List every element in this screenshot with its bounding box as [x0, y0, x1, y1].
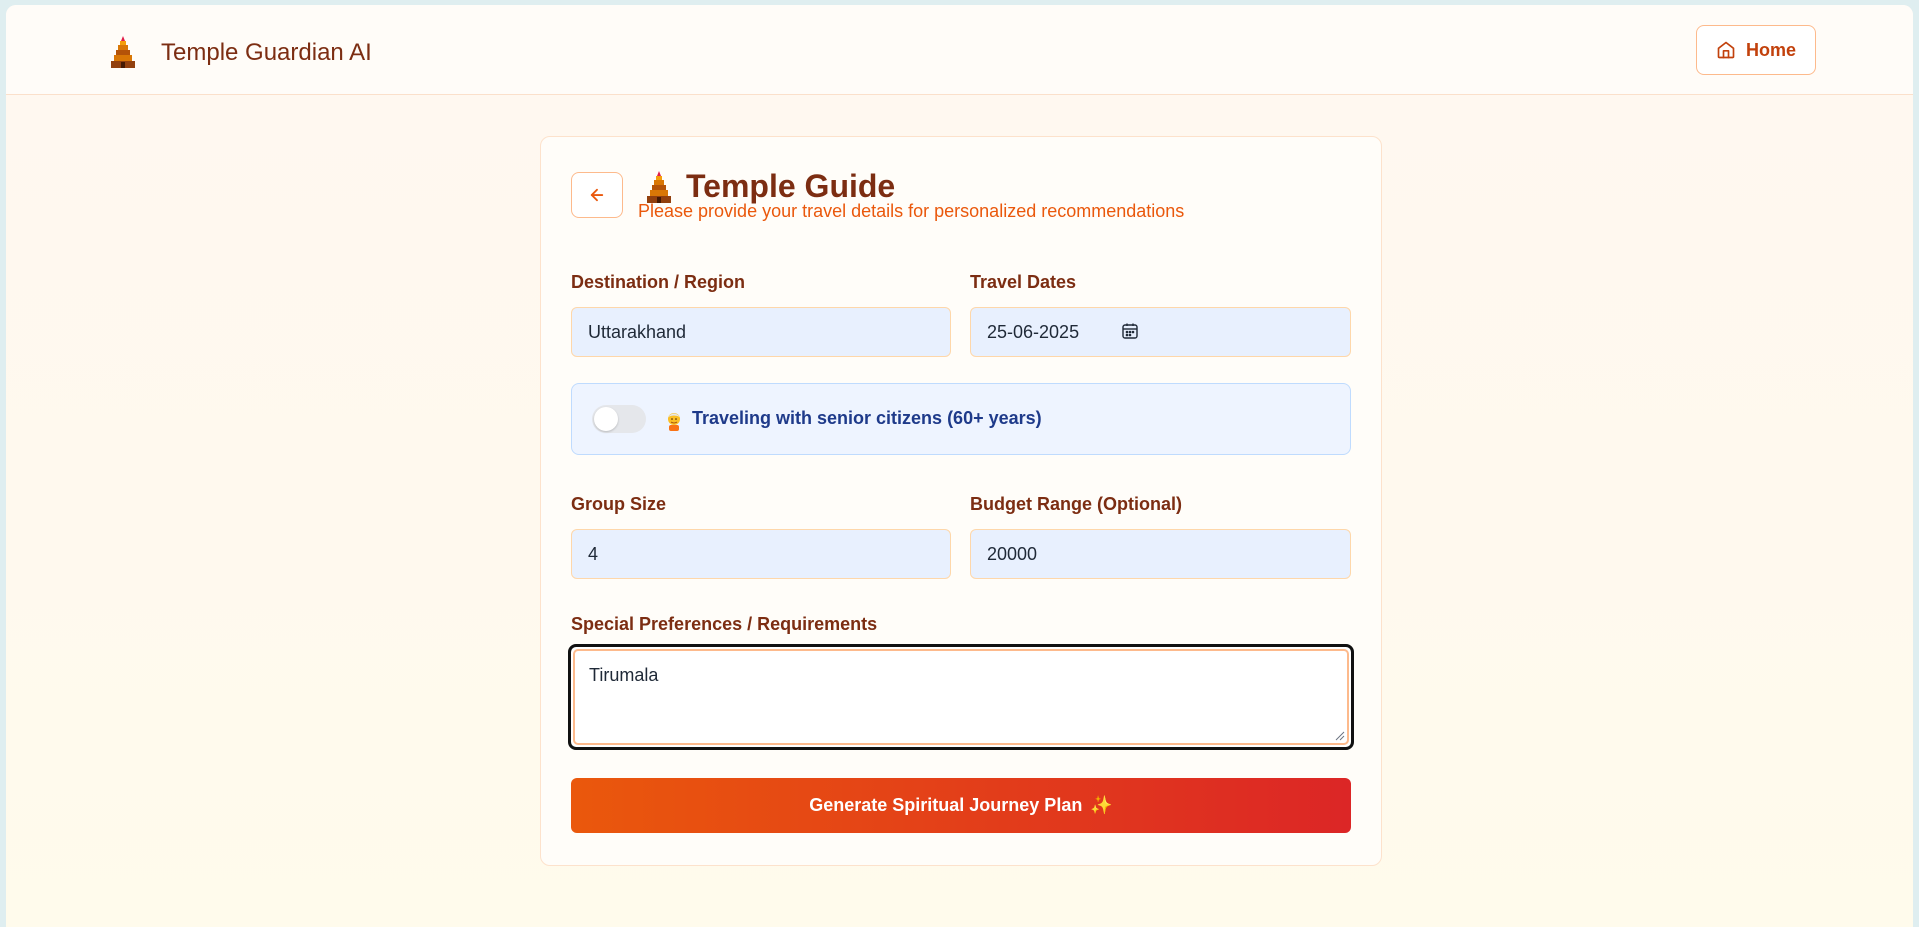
destination-label: Destination / Region [571, 272, 746, 292]
sparkle-icon: ✨ [1090, 795, 1113, 815]
page-title: Temple Guide [686, 168, 896, 204]
elder-icon [665, 411, 683, 431]
app-title: Temple Guardian AI [161, 39, 372, 66]
destination-input[interactable] [571, 307, 951, 357]
resize-handle-icon[interactable] [1335, 731, 1345, 741]
generate-plan-button[interactable] [571, 778, 1351, 833]
generate-plan-label: Generate Spiritual Journey Plan [809, 795, 1083, 815]
travel-dates-value: 25-06-2025 [987, 321, 1080, 342]
travel-dates-label: Travel Dates [970, 272, 1077, 292]
travel-dates-input[interactable] [970, 307, 1351, 357]
temple-icon [644, 170, 674, 204]
budget-input[interactable] [970, 529, 1351, 579]
arrow-left-icon [588, 186, 606, 204]
back-button[interactable] [571, 172, 623, 218]
budget-value: 20000 [987, 543, 1038, 564]
group-size-input[interactable] [571, 529, 951, 579]
home-button[interactable] [1696, 25, 1816, 75]
home-icon [1716, 40, 1736, 60]
preferences-textarea-inner [573, 649, 1349, 745]
budget-label: Budget Range (Optional) [970, 494, 1182, 514]
senior-citizens-label: Traveling with senior citizens (60+ years) [692, 408, 1042, 428]
page-subtitle: Please provide your travel details for personalized recommendations [638, 201, 1185, 221]
preferences-textarea[interactable] [568, 644, 1354, 750]
calendar-icon[interactable] [1121, 322, 1139, 340]
preferences-value: Tirumala [589, 665, 659, 685]
temple-icon [108, 35, 138, 69]
preferences-label: Special Preferences / Requirements [571, 614, 878, 634]
temple-guide-card [540, 136, 1382, 866]
group-size-value: 4 [588, 543, 599, 564]
top-header [6, 5, 1913, 95]
toggle-knob [594, 407, 618, 431]
senior-citizens-box [571, 383, 1351, 455]
app-window [6, 5, 1913, 927]
senior-citizens-toggle[interactable] [592, 405, 646, 433]
destination-value: Uttarakhand [588, 321, 687, 342]
group-size-label: Group Size [571, 494, 667, 514]
home-button-label: Home [1745, 39, 1796, 60]
